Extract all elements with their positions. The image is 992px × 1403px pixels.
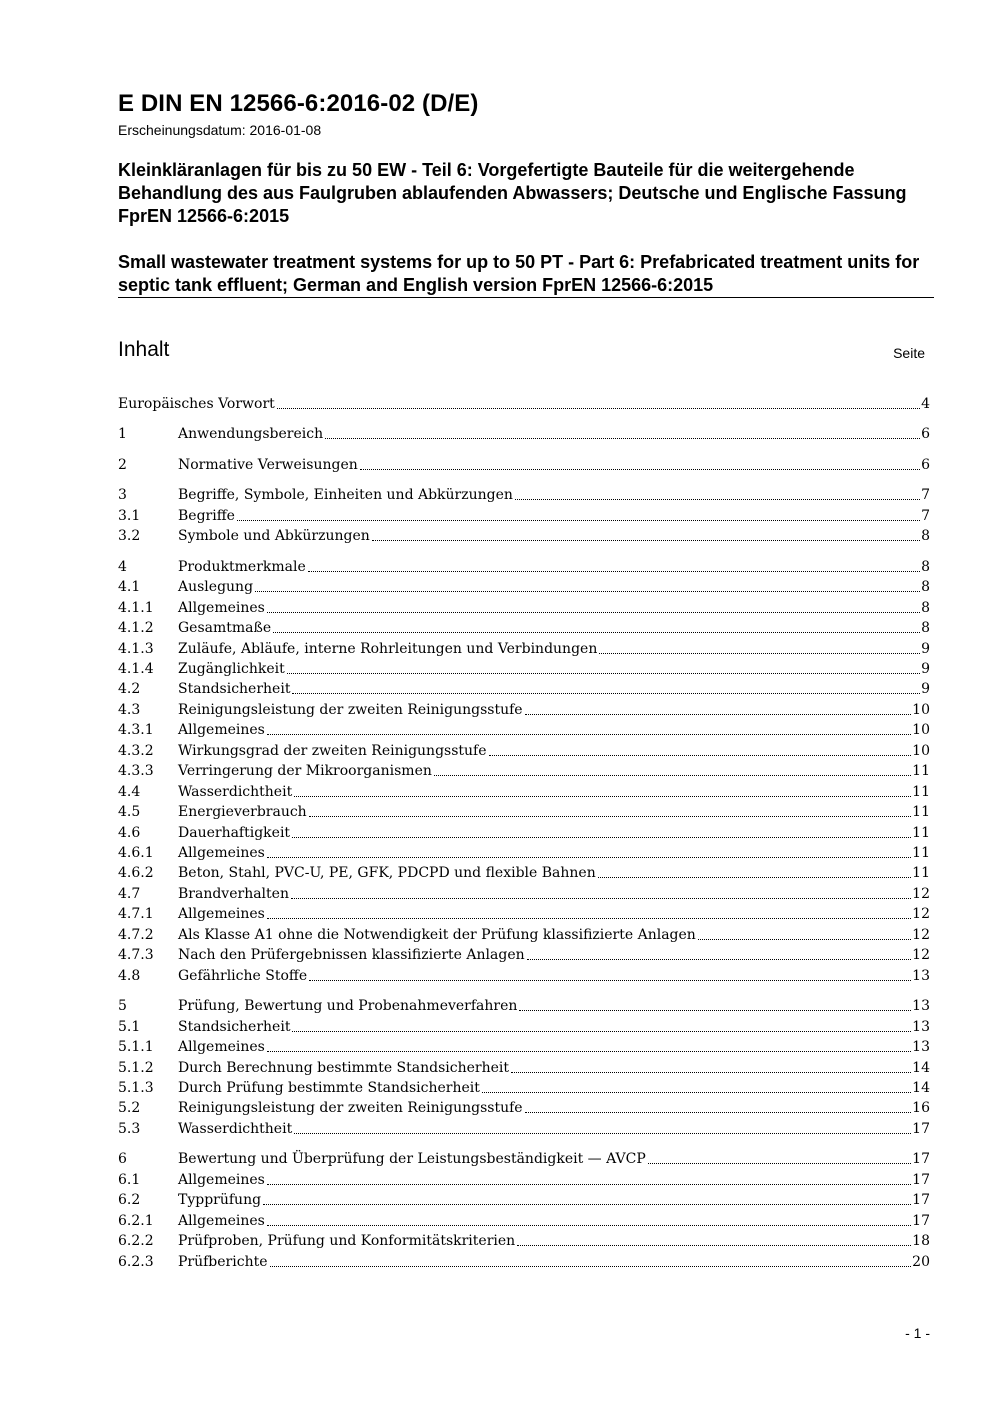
toc-entry[interactable] (118, 1252, 930, 1272)
toc-entry-number: 6.2.3 (118, 1253, 154, 1270)
toc-entry[interactable] (118, 782, 930, 802)
toc-dot-leader (489, 741, 912, 756)
toc-entry-title: Allgemeines (178, 1039, 265, 1056)
toc-entry[interactable] (118, 598, 930, 618)
toc-entry-title: Allgemeines (178, 1212, 265, 1229)
toc-entry[interactable] (118, 557, 930, 577)
toc-dot-leader (309, 802, 911, 817)
toc-dot-leader (255, 577, 920, 592)
toc-entry-number: 4.3.3 (118, 763, 154, 780)
toc-entry[interactable] (118, 577, 930, 597)
toc-entry-number: 2 (118, 456, 127, 473)
toc-dot-leader (263, 1190, 911, 1205)
toc-entry-title: Prüfproben, Prüfung und Konformitätskriterien (178, 1233, 516, 1250)
toc-entry-number: 5.1.1 (118, 1039, 154, 1056)
toc-entry-number: 5.1.2 (118, 1059, 154, 1076)
toc-entry-page: 6 (921, 426, 930, 443)
page-number: - 1 - (905, 1325, 930, 1341)
toc-entry[interactable] (118, 1058, 930, 1078)
toc-entry-title: Nach den Prüfergebnissen klassifizierte Anlagen (178, 947, 525, 964)
toc-dot-leader (270, 1252, 912, 1267)
toc-entry-title: Wasserdichtheit (178, 783, 293, 800)
toc-entry[interactable] (118, 966, 930, 986)
toc-entry-page: 11 (912, 804, 930, 821)
toc-dot-leader (267, 1211, 911, 1226)
toc-entry-title: Auslegung (178, 579, 254, 596)
toc-entry-number: 4.7.2 (118, 926, 154, 943)
toc-entry-number: 4.1.2 (118, 620, 154, 636)
title-divider (118, 297, 934, 298)
toc-entry[interactable] (118, 679, 930, 699)
toc-entry-page: 9 (921, 681, 930, 698)
toc-entry-page: 7 (921, 487, 930, 504)
toc-entry-title: Normative Verweisungen (178, 456, 358, 473)
toc-entry-number: 5.1.3 (118, 1080, 154, 1096)
toc-entry[interactable] (118, 843, 930, 863)
toc-entry-page: 17 (912, 1192, 930, 1209)
toc-entry-number: 4.1.3 (118, 640, 154, 657)
toc-entry-number: 6.1 (118, 1171, 141, 1188)
toc-entry-page: 12 (912, 947, 930, 964)
toc-entry-title: Zuläufe, Abläufe, interne Rohrleitungen und Verbindungen (178, 640, 598, 657)
document-id: E DIN EN 12566-6:2016-02 (D/E) (118, 90, 479, 117)
toc-entry-title: Anwendungsbereich (178, 426, 324, 443)
toc-entry-page: 12 (912, 926, 930, 943)
toc-entry-number: 6.2.1 (118, 1212, 154, 1229)
toc-entry-number: 5 (118, 998, 127, 1015)
toc-dot-leader (598, 863, 911, 878)
toc-entry-page: 10 (912, 722, 930, 739)
toc-entry[interactable] (118, 1017, 930, 1037)
toc-entry-page: 9 (921, 640, 930, 657)
toc-entry-number: 4.6.2 (118, 865, 154, 882)
toc-entry[interactable] (118, 996, 930, 1016)
toc-entry-number: 4.1 (118, 579, 141, 596)
toc-dot-leader (294, 1119, 911, 1134)
toc-dot-leader (482, 1078, 911, 1093)
toc-entry[interactable] (118, 424, 930, 444)
toc-entry-title: Durch Berechnung bestimmte Standsicherheit (178, 1059, 510, 1076)
toc-dot-leader (292, 679, 920, 694)
toc-dot-leader (360, 455, 920, 470)
toc-entry-title: Symbole und Abkürzungen (178, 528, 370, 545)
toc-entry-title: Reinigungsleistung der zweiten Reinigungsstufe (178, 1100, 523, 1117)
toc-entry-title: Typprüfung (178, 1192, 262, 1209)
toc-dot-leader (309, 966, 911, 981)
toc-dot-leader (294, 782, 911, 797)
toc-entry-page: 10 (912, 701, 930, 718)
toc-entry-title: Als Klasse A1 ohne die Notwendigkeit der Prüfung klassifizierte Anlagen (178, 926, 696, 943)
toc-entry[interactable] (118, 639, 930, 659)
toc-entry[interactable] (118, 1098, 930, 1118)
toc-entry-title: Allgemeines (178, 599, 265, 616)
toc-entry-number: 4.1.4 (118, 660, 154, 677)
toc-entry-number: 4.7.3 (118, 947, 154, 964)
toc-entry-number: 4 (118, 558, 127, 575)
toc-entry-title: Begriffe, Symbole, Einheiten und Abkürzungen (178, 487, 513, 504)
toc-entry[interactable] (118, 618, 930, 638)
toc-entry[interactable] (118, 1231, 930, 1251)
toc-entry-title: Wasserdichtheit (178, 1120, 293, 1137)
toc-entry-title: Standsicherheit (178, 1018, 291, 1035)
toc-entry-page: 7 (921, 507, 930, 524)
toc-entry-title: Produktmerkmale (178, 558, 306, 575)
toc-page-label: Seite (893, 345, 925, 361)
toc-entry[interactable] (118, 884, 930, 904)
toc-entry-page: 17 (912, 1212, 930, 1229)
toc-dot-leader (237, 506, 920, 521)
toc-entry[interactable] (118, 1190, 930, 1210)
title-german: Kleinkläranlagen für bis zu 50 EW - Teil 6: Vorgefertigte Bauteile für die weitergehende Behandlung des aus Faulgruben ablaufenden Abwassers; Deutsche und Englische Fassung FprEN 12566-6:2015 (118, 160, 907, 226)
toc-entry-number: 4.6.1 (118, 845, 154, 861)
toc-dot-leader (267, 1037, 911, 1052)
toc-entry[interactable] (118, 506, 930, 526)
toc-entry-title: Begriffe (178, 507, 235, 524)
toc-entry-number: 4.2 (118, 681, 141, 698)
toc-entry-page: 12 (912, 885, 930, 902)
toc-entry-page: 14 (912, 1059, 930, 1076)
toc-entry-title: Gesamtmaße (178, 620, 272, 636)
toc-dot-leader (267, 904, 911, 919)
toc-entry[interactable] (118, 485, 930, 505)
toc-entry-page: 9 (921, 660, 930, 677)
toc-entry-title: Durch Prüfung bestimmte Standsicherheit (178, 1080, 480, 1096)
toc-dot-leader (527, 945, 912, 960)
toc-entry-number: 6.2 (118, 1192, 141, 1209)
toc-entry-page: 8 (921, 620, 930, 636)
toc-entry-page: 8 (921, 528, 930, 545)
toc-entry[interactable] (118, 741, 930, 761)
toc-entry-number: 4.5 (118, 804, 141, 821)
toc-entry-title: Prüfung, Bewertung und Probenahmeverfahren (178, 998, 518, 1015)
toc-entry-page: 6 (921, 456, 930, 473)
toc-entry-title: Zugänglichkeit (178, 660, 285, 677)
toc-entry-number: 4.3.2 (118, 742, 154, 759)
toc-dot-leader (325, 424, 920, 439)
toc-entry-number: 3.2 (118, 528, 141, 545)
toc-dot-leader (525, 700, 912, 715)
toc-entry-title: Allgemeines (178, 1171, 265, 1188)
toc-dot-leader (308, 557, 920, 572)
toc-dot-leader (648, 1149, 911, 1164)
toc-entry-title: Wirkungsgrad der zweiten Reinigungsstufe (178, 742, 487, 759)
toc-entry-title: Europäisches Vorwort (118, 396, 275, 412)
toc-entry-page: 11 (912, 845, 930, 861)
toc-dot-leader (525, 1098, 912, 1113)
toc-entry-page: 13 (912, 967, 930, 984)
toc-entry-title: Brandverhalten (178, 885, 289, 902)
toc-entry-number: 4.6 (118, 824, 141, 841)
toc-entry[interactable] (118, 720, 930, 740)
toc-entry[interactable] (118, 1149, 930, 1169)
toc-entry[interactable] (118, 1170, 930, 1190)
toc-entry-page: 17 (912, 1120, 930, 1137)
publication-date: Erscheinungsdatum: 2016-01-08 (118, 122, 322, 138)
toc-entry[interactable] (118, 863, 930, 883)
toc-entry-page: 13 (912, 1039, 930, 1056)
toc-entry-number: 4.3.1 (118, 722, 154, 739)
toc-entry-title: Bewertung und Überprüfung der Leistungsbeständigkeit — AVCP (178, 1151, 646, 1168)
toc-entry[interactable] (118, 802, 930, 822)
toc-dot-leader (372, 526, 920, 541)
toc-entry-number: 4.8 (118, 967, 141, 984)
toc-entry-title: Verringerung der Mikroorganismen (178, 763, 432, 780)
toc-entry-page: 8 (921, 558, 930, 575)
toc-dot-leader (287, 659, 920, 674)
toc-entry[interactable] (118, 945, 930, 965)
toc-entry-title: Standsicherheit (178, 681, 291, 698)
toc-dot-leader (273, 618, 920, 633)
toc-entry[interactable] (118, 1078, 930, 1098)
toc-entry-number: 6 (118, 1151, 127, 1168)
toc-entry-title: Beton, Stahl, PVC-U, PE, GFK, PDCPD und flexible Bahnen (178, 865, 596, 882)
toc-dot-leader (434, 761, 911, 776)
toc-dot-leader (698, 925, 911, 940)
toc-dot-leader (291, 884, 911, 899)
toc-entry[interactable] (118, 455, 930, 475)
toc-entry[interactable] (118, 1037, 930, 1057)
toc-dot-leader (511, 1058, 911, 1073)
toc-entry-page: 4 (921, 396, 930, 412)
toc-entry-title: Energieverbrauch (178, 804, 307, 821)
toc-dot-leader (267, 1170, 911, 1185)
toc-entry-page: 11 (912, 763, 930, 780)
toc-dot-leader (515, 485, 920, 500)
toc-entry-title: Reinigungsleistung der zweiten Reinigungsstufe (178, 701, 523, 718)
toc-dot-leader (519, 996, 911, 1011)
toc-entry[interactable] (118, 659, 930, 679)
toc-entry[interactable] (118, 394, 930, 414)
toc-entry-page: 13 (912, 998, 930, 1015)
toc-entry-title: Dauerhaftigkeit (178, 824, 291, 841)
toc-entry-page: 10 (912, 742, 930, 759)
toc-entry[interactable] (118, 761, 930, 781)
toc-entry-title: Prüfberichte (178, 1253, 268, 1270)
toc-entry-number: 4.4 (118, 783, 141, 800)
toc-dot-leader (267, 598, 920, 613)
toc-entry-number: 3 (118, 487, 127, 504)
toc-entry[interactable] (118, 1119, 930, 1139)
toc-entry-title: Gefährliche Stoffe (178, 967, 308, 984)
toc-entry-page: 16 (912, 1100, 930, 1117)
toc-entry-page: 8 (921, 599, 930, 616)
toc-entry[interactable] (118, 700, 930, 720)
toc-entry-number: 3.1 (118, 507, 141, 524)
toc-entry[interactable] (118, 823, 930, 843)
toc-dot-leader (599, 639, 920, 654)
toc-entry-page: 17 (912, 1171, 930, 1188)
toc-entry-title: Allgemeines (178, 722, 265, 739)
toc-entry-page: 14 (912, 1080, 930, 1096)
toc-entry-page: 11 (912, 865, 930, 882)
toc-entry-page: 17 (912, 1151, 930, 1168)
toc-dot-leader (277, 394, 920, 409)
toc-dot-leader (517, 1231, 911, 1246)
toc-entry-number: 4.3 (118, 701, 141, 718)
toc-dot-leader (267, 843, 911, 858)
toc-entry[interactable] (118, 925, 930, 945)
toc-entry-number: 1 (118, 426, 127, 443)
toc-entry-number: 6.2.2 (118, 1233, 154, 1250)
toc-entry-page: 20 (912, 1253, 930, 1270)
toc-entry-page: 13 (912, 1018, 930, 1035)
toc-entry-number: 4.7.1 (118, 906, 154, 923)
toc-entry-number: 5.1 (118, 1018, 141, 1035)
title-english: Small wastewater treatment systems for up to 50 PT - Part 6: Prefabricated treatment units for septic tank effluent; German and English version FprEN 12566-6:2015 (118, 252, 920, 295)
toc-entry-title: Allgemeines (178, 906, 265, 923)
toc-entry-number: 5.3 (118, 1120, 141, 1137)
toc-entry[interactable] (118, 526, 930, 546)
toc-dot-leader (292, 1017, 911, 1032)
toc-entry-number: 4.1.1 (118, 599, 154, 616)
toc-heading: Inhalt (118, 338, 170, 361)
toc-entry-page: 11 (912, 783, 930, 800)
toc-dot-leader (267, 720, 911, 735)
toc-entry-title: Allgemeines (178, 845, 265, 861)
toc-entry-page: 18 (912, 1233, 930, 1250)
toc-entry-number: 4.7 (118, 885, 141, 902)
toc-dot-leader (292, 823, 911, 838)
toc-entry-page: 12 (912, 906, 930, 923)
toc-entry-page: 11 (912, 824, 930, 841)
toc-entry-number: 5.2 (118, 1100, 141, 1117)
toc-entry[interactable] (118, 904, 930, 924)
toc-entry[interactable] (118, 1211, 930, 1231)
toc-entry-page: 8 (921, 579, 930, 596)
